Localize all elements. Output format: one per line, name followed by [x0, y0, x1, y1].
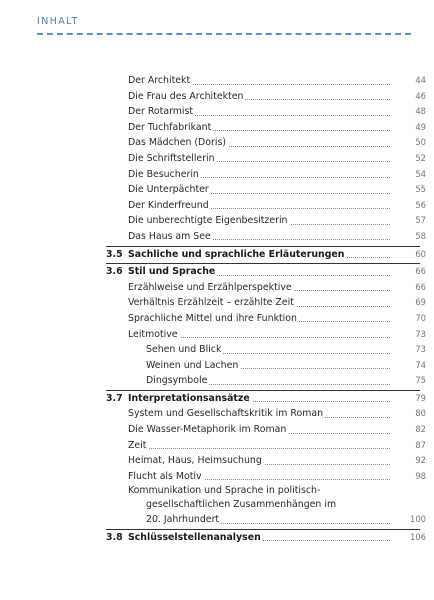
entry-title: Schlüsselstellenanalysen: [128, 530, 263, 546]
entry-title: System und Gesellschaftskritik im Roman: [128, 406, 325, 422]
entry-title: 20. Jahrhundert: [146, 512, 221, 528]
toc-entry[interactable]: [0, 135, 434, 151]
page-number: 87: [415, 439, 426, 450]
toc-section-entry[interactable]: [0, 264, 434, 280]
page-number: 69: [415, 297, 426, 308]
toc-entry[interactable]: [0, 151, 434, 167]
header-label: INHALT: [37, 16, 79, 27]
page-number: 79: [415, 392, 426, 403]
entry-title: Die Besucherin: [128, 167, 201, 183]
page-number: 48: [415, 106, 426, 117]
page-number: 73: [415, 344, 426, 355]
page-number: 52: [415, 152, 426, 163]
toc-entry[interactable]: [0, 104, 434, 120]
entry-title: Flucht als Motiv: [128, 469, 204, 485]
entry-title: Sachliche und sprachliche Erläuterungen: [128, 247, 346, 263]
toc-entry[interactable]: [0, 89, 434, 105]
page-number: 44: [415, 75, 426, 85]
page-number: 56: [415, 199, 426, 210]
page-number: 60: [415, 248, 426, 259]
page-number: 80: [415, 408, 426, 419]
toc-entry[interactable]: [0, 342, 434, 358]
entry-title: Kommunikation und Sprache in politisch-: [128, 485, 321, 497]
page-number: 98: [415, 470, 426, 481]
entry-title: Der Architekt: [128, 73, 192, 89]
page-number: 57: [415, 215, 426, 226]
entry-title: Sehen und Blick: [146, 342, 223, 358]
toc-entry[interactable]: [0, 327, 434, 343]
page-number: 66: [415, 266, 426, 277]
toc-section-entry[interactable]: [0, 530, 434, 546]
toc-entry[interactable]: [0, 229, 434, 245]
toc-entry[interactable]: [0, 182, 434, 198]
toc-entry[interactable]: [0, 120, 434, 136]
toc-section-entry[interactable]: [0, 391, 434, 407]
entry-title: Erzählweise und Erzählperspektive: [128, 280, 294, 296]
entry-title: Zeit: [128, 438, 148, 454]
entry-title: Der Kinderfreund: [128, 198, 211, 214]
toc-entry[interactable]: [0, 311, 434, 327]
entry-title: Die Frau des Architekten: [128, 89, 245, 105]
toc-entry[interactable]: [0, 373, 434, 389]
entry-title: Das Haus am See: [128, 229, 213, 245]
page-number: 50: [415, 137, 426, 148]
toc-entry[interactable]: [0, 498, 434, 512]
entry-title: Stil und Sprache: [128, 264, 217, 280]
entry-title: gesellschaftlichen Zusammenhängen im: [146, 499, 337, 511]
toc-entry[interactable]: [0, 453, 434, 469]
toc-entry[interactable]: [0, 167, 434, 183]
toc-entry[interactable]: [0, 295, 434, 311]
entry-title: Leitmotive: [128, 327, 180, 343]
header-divider: [37, 33, 411, 35]
toc-entry[interactable]: [0, 358, 434, 374]
page-number: 70: [415, 312, 426, 323]
toc-section-entry[interactable]: [0, 247, 434, 263]
entry-title: Der Tuchfabrikant: [128, 120, 213, 136]
page-number: 106: [410, 531, 426, 542]
page-number: 54: [415, 168, 426, 179]
page-number: 66: [415, 281, 426, 292]
page-number: 100: [410, 514, 426, 525]
entry-title: Verhältnis Erzählzeit – erzählte Zeit: [128, 295, 296, 311]
page-number: 75: [415, 375, 426, 386]
page-number: 46: [415, 90, 426, 101]
page-number: 58: [415, 230, 426, 241]
toc-entry[interactable]: [0, 484, 434, 498]
toc-entry[interactable]: [0, 422, 434, 438]
entry-title: Heimat, Haus, Heimsuchung: [128, 453, 264, 469]
entry-title: Die unberechtigte Eigenbesitzerin: [128, 213, 290, 229]
section-number: 3.7: [106, 392, 123, 404]
dot-leader: [128, 448, 390, 449]
entry-title: Die Wasser-Metaphorik im Roman: [128, 422, 288, 438]
entry-title: Der Rotarmist: [128, 104, 195, 120]
page-number: 55: [415, 184, 426, 195]
toc-entry[interactable]: [0, 512, 434, 528]
entry-title: Das Mädchen (Doris): [128, 135, 228, 151]
toc-entry[interactable]: [0, 438, 434, 454]
page-number: 73: [415, 328, 426, 339]
section-number: 3.5: [106, 248, 123, 260]
toc-entry[interactable]: [0, 280, 434, 296]
page-number: 82: [415, 424, 426, 435]
page-number: 92: [415, 455, 426, 466]
toc-entry[interactable]: [0, 213, 434, 229]
section-number: 3.6: [106, 266, 123, 278]
toc-entry[interactable]: [0, 73, 434, 89]
entry-title: Die Unterpächter: [128, 182, 211, 198]
section-number: 3.8: [106, 531, 123, 543]
page-number: 49: [415, 121, 426, 132]
entry-title: Die Schriftstellerin: [128, 151, 217, 167]
table-of-contents: [0, 73, 434, 545]
toc-entry[interactable]: [0, 469, 434, 485]
entry-title: Sprachliche Mittel und ihre Funktion: [128, 311, 299, 327]
toc-entry[interactable]: [0, 406, 434, 422]
entry-title: Interpretationsansätze: [128, 391, 252, 407]
entry-title: Weinen und Lachen: [146, 358, 240, 374]
page-number: 74: [415, 359, 426, 370]
entry-title: Dingsymbole: [146, 373, 209, 389]
toc-entry[interactable]: [0, 198, 434, 214]
